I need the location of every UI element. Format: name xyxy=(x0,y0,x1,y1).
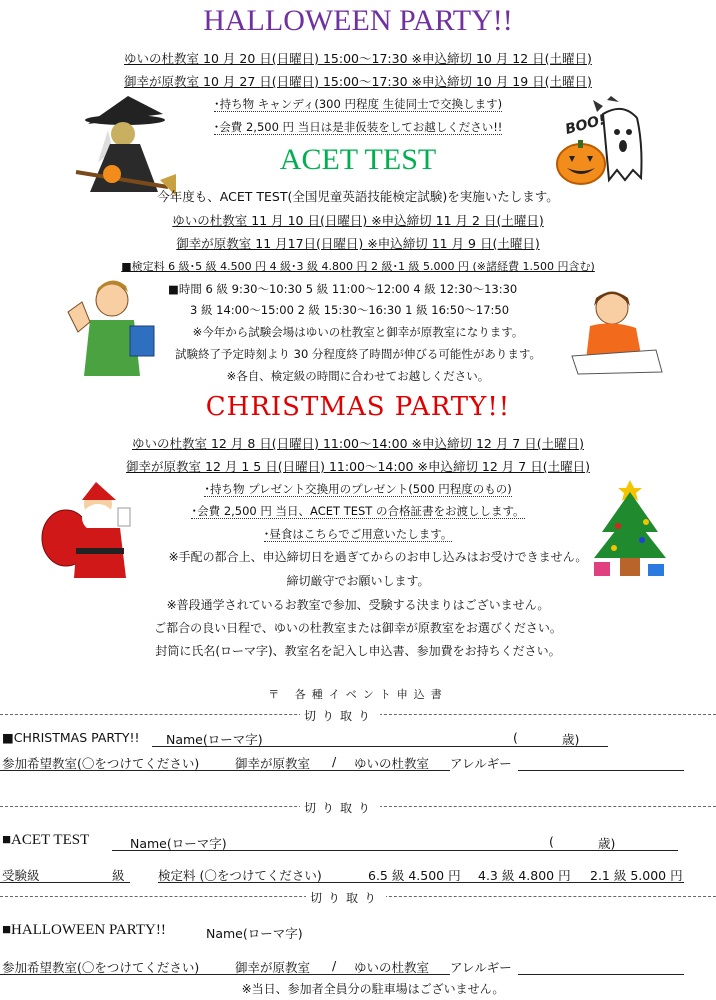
form-acet-name-field[interactable] xyxy=(112,850,678,851)
form-christmas-venue-label: 参加希望教室(〇をつけてください) xyxy=(2,756,200,771)
notice-any-classroom: ※普段通学されているお教室で参加、受験する決まりはございません。 xyxy=(166,598,550,612)
form-halloween-allergy-field[interactable] xyxy=(518,974,684,975)
form-acet-age-open: ( xyxy=(549,834,554,849)
notice-choose-classroom: ご都合の良い日程で、ゆいの杜教室または御幸が原教室をお選びください。 xyxy=(154,621,562,635)
acet-intro: 今年度も、ACET TEST(全国児童英語技能検定試験)を実施いたします。 xyxy=(157,189,559,204)
form-christmas-venue-miyukigahara[interactable]: 御幸が原教室 xyxy=(235,756,311,771)
halloween-schedule-yuinomori: ゆいの杜教室 10 月 20 日(日曜日) 15:00～17:30 ※申込締切 10 月 12 日(土曜日) xyxy=(124,51,592,66)
form-acet-name-label: Name(ローマ字) xyxy=(130,836,227,851)
halloween-title: HALLOWEEN PARTY!! xyxy=(203,4,513,37)
form-christmas-allergy-field[interactable] xyxy=(518,770,684,771)
christmas-schedule-yuinomori: ゆいの杜教室 12 月 8 日(日曜日) 11:00～14:00 ※申込締切 12 月 7 日(土曜日) xyxy=(132,436,584,451)
form-christmas-age-open: ( xyxy=(513,730,518,745)
acet-note-venue: ※今年から試験会場はゆいの杜教室と御幸が原教室になります。 xyxy=(192,325,524,339)
form-halloween-name-label: Name(ローマ字) xyxy=(206,926,303,941)
form-heading: 〒 各種イベント申込書 xyxy=(268,688,448,701)
form-acet-grade-unit: 級 xyxy=(112,868,125,883)
form-parking-notice: ※当日、参加者全員分の駐車場はございません。 xyxy=(241,982,505,996)
form-christmas-label: ■CHRISTMAS PARTY!! xyxy=(2,730,140,745)
christmas-note-deadline: ※手配の都合上、申込締切日を過ぎてからのお申し込みはお受けできません。 xyxy=(168,550,588,564)
form-christmas-name-field[interactable] xyxy=(152,746,608,747)
halloween-items: ･持ち物 キャンディ(300 円程度 生徒同士で交換します) xyxy=(213,97,503,111)
form-halloween-label: ■HALLOWEEN PARTY!! xyxy=(2,922,166,938)
acet-fee: ■検定料 6 級･5 級 4.500 円 4 級･3 級 4.800 円 2 級･1 級 5.000 円 (※諸経費 1.500 円含む) xyxy=(121,260,595,273)
form-halloween-venue-label: 参加希望教室(〇をつけてください) xyxy=(2,960,200,975)
acet-schedule-yuinomori: ゆいの杜教室 11 月 10 日(日曜日) ※申込締切 11 月 2 日(土曜日) xyxy=(172,213,544,228)
boy-illustration xyxy=(60,272,165,377)
form-christmas-name-label: Name(ローマ字) xyxy=(166,732,263,747)
form-halloween-allergy-label: アレルギー xyxy=(450,960,512,975)
form-acet-fee-underline xyxy=(158,882,684,883)
acet-schedule-miyukigahara: 御幸が原教室 11 月17日(日曜日) ※申込締切 11 月 9 日(土曜日) xyxy=(176,236,540,251)
cut-label-1: 切り取り xyxy=(300,707,380,724)
acet-note-time: 試験終了予定時刻より 30 分程度終了時間が伸びる可能性があります。 xyxy=(174,347,542,361)
boo-label: BOO! xyxy=(563,111,608,139)
christmas-tree-illustration xyxy=(586,476,674,586)
form-acet-age-label: 歳) xyxy=(598,836,616,851)
form-acet-label: ■ACET TEST xyxy=(2,832,90,848)
form-acet-grade-field[interactable] xyxy=(0,882,130,883)
santa-illustration xyxy=(38,478,150,588)
form-christmas-age-label: 歳) xyxy=(562,732,580,747)
form-christmas-underline xyxy=(0,770,450,771)
form-acet-fee-option-43[interactable]: 4.3 級 4.800 円 xyxy=(478,868,571,883)
form-halloween-venue-yuinomori[interactable]: ゆいの杜教室 xyxy=(354,960,430,975)
form-halloween-venue-sep: / xyxy=(332,958,337,973)
christmas-lunch: ･昼食はこちらでご用意いたします。 xyxy=(263,527,453,541)
girl-studying-illustration xyxy=(566,280,666,375)
form-christmas-venue-yuinomori[interactable]: ゆいの杜教室 xyxy=(354,756,430,771)
halloween-fee: ･会費 2,500 円 当日は是非仮装をしてお越しください!! xyxy=(213,120,503,134)
halloween-schedule-miyukigahara: 御幸が原教室 10 月 27 日(日曜日) 15:00～17:30 ※申込締切 10 月 19 日(土曜日) xyxy=(124,74,592,89)
christmas-schedule-miyukigahara: 御幸が原教室 12 月 1 5 日(日曜日) 11:00～14:00 ※申込締切 12 月 7 日(土曜日) xyxy=(126,459,590,474)
christmas-title: CHRISTMAS PARTY!! xyxy=(205,392,511,422)
notice-envelope: 封筒に氏名(ローマ字)、教室名を記入し申込書、参加費をお持ちください。 xyxy=(155,644,561,658)
form-acet-fee-label: 検定料 (〇をつけてください) xyxy=(158,868,322,883)
acet-title: ACET TEST xyxy=(279,143,437,176)
christmas-items: ･持ち物 プレゼント交換用のプレゼント(500 円程度のもの) xyxy=(204,482,512,496)
form-acet-fee-option-21[interactable]: 2.1 級 5.000 円 xyxy=(590,868,683,883)
acet-time-2: 3 級 14:00～15:00 2 級 15:30～16:30 1 級 16:50～17:50 xyxy=(190,303,510,317)
form-christmas-venue-sep: / xyxy=(332,754,337,769)
cut-label-2: 切り取り xyxy=(300,799,380,816)
christmas-note-strict: 締切厳守でお願いします。 xyxy=(286,574,430,588)
cut-label-3: 切り取り xyxy=(306,889,386,906)
form-halloween-venue-miyukigahara[interactable]: 御幸が原教室 xyxy=(235,960,311,975)
acet-note-arrive: ※各自、検定級の時間に合わせてお越しください。 xyxy=(226,369,490,383)
form-christmas-allergy-label: アレルギー xyxy=(450,756,512,771)
form-acet-grade-label: 受験級 xyxy=(2,868,40,883)
form-acet-fee-option-65[interactable]: 6.5 級 4.500 円 xyxy=(368,868,461,883)
form-halloween-underline xyxy=(0,974,450,975)
form-heading-mark: 〒 xyxy=(268,688,286,701)
christmas-fee: ･会費 2,500 円 当日、ACET TEST の合格証書をお渡しします。 xyxy=(191,504,525,518)
acet-time-1: ■時間 6 級 9:30～10:30 5 級 11:00～12:00 4 級 12:30～13:30 xyxy=(168,282,518,296)
